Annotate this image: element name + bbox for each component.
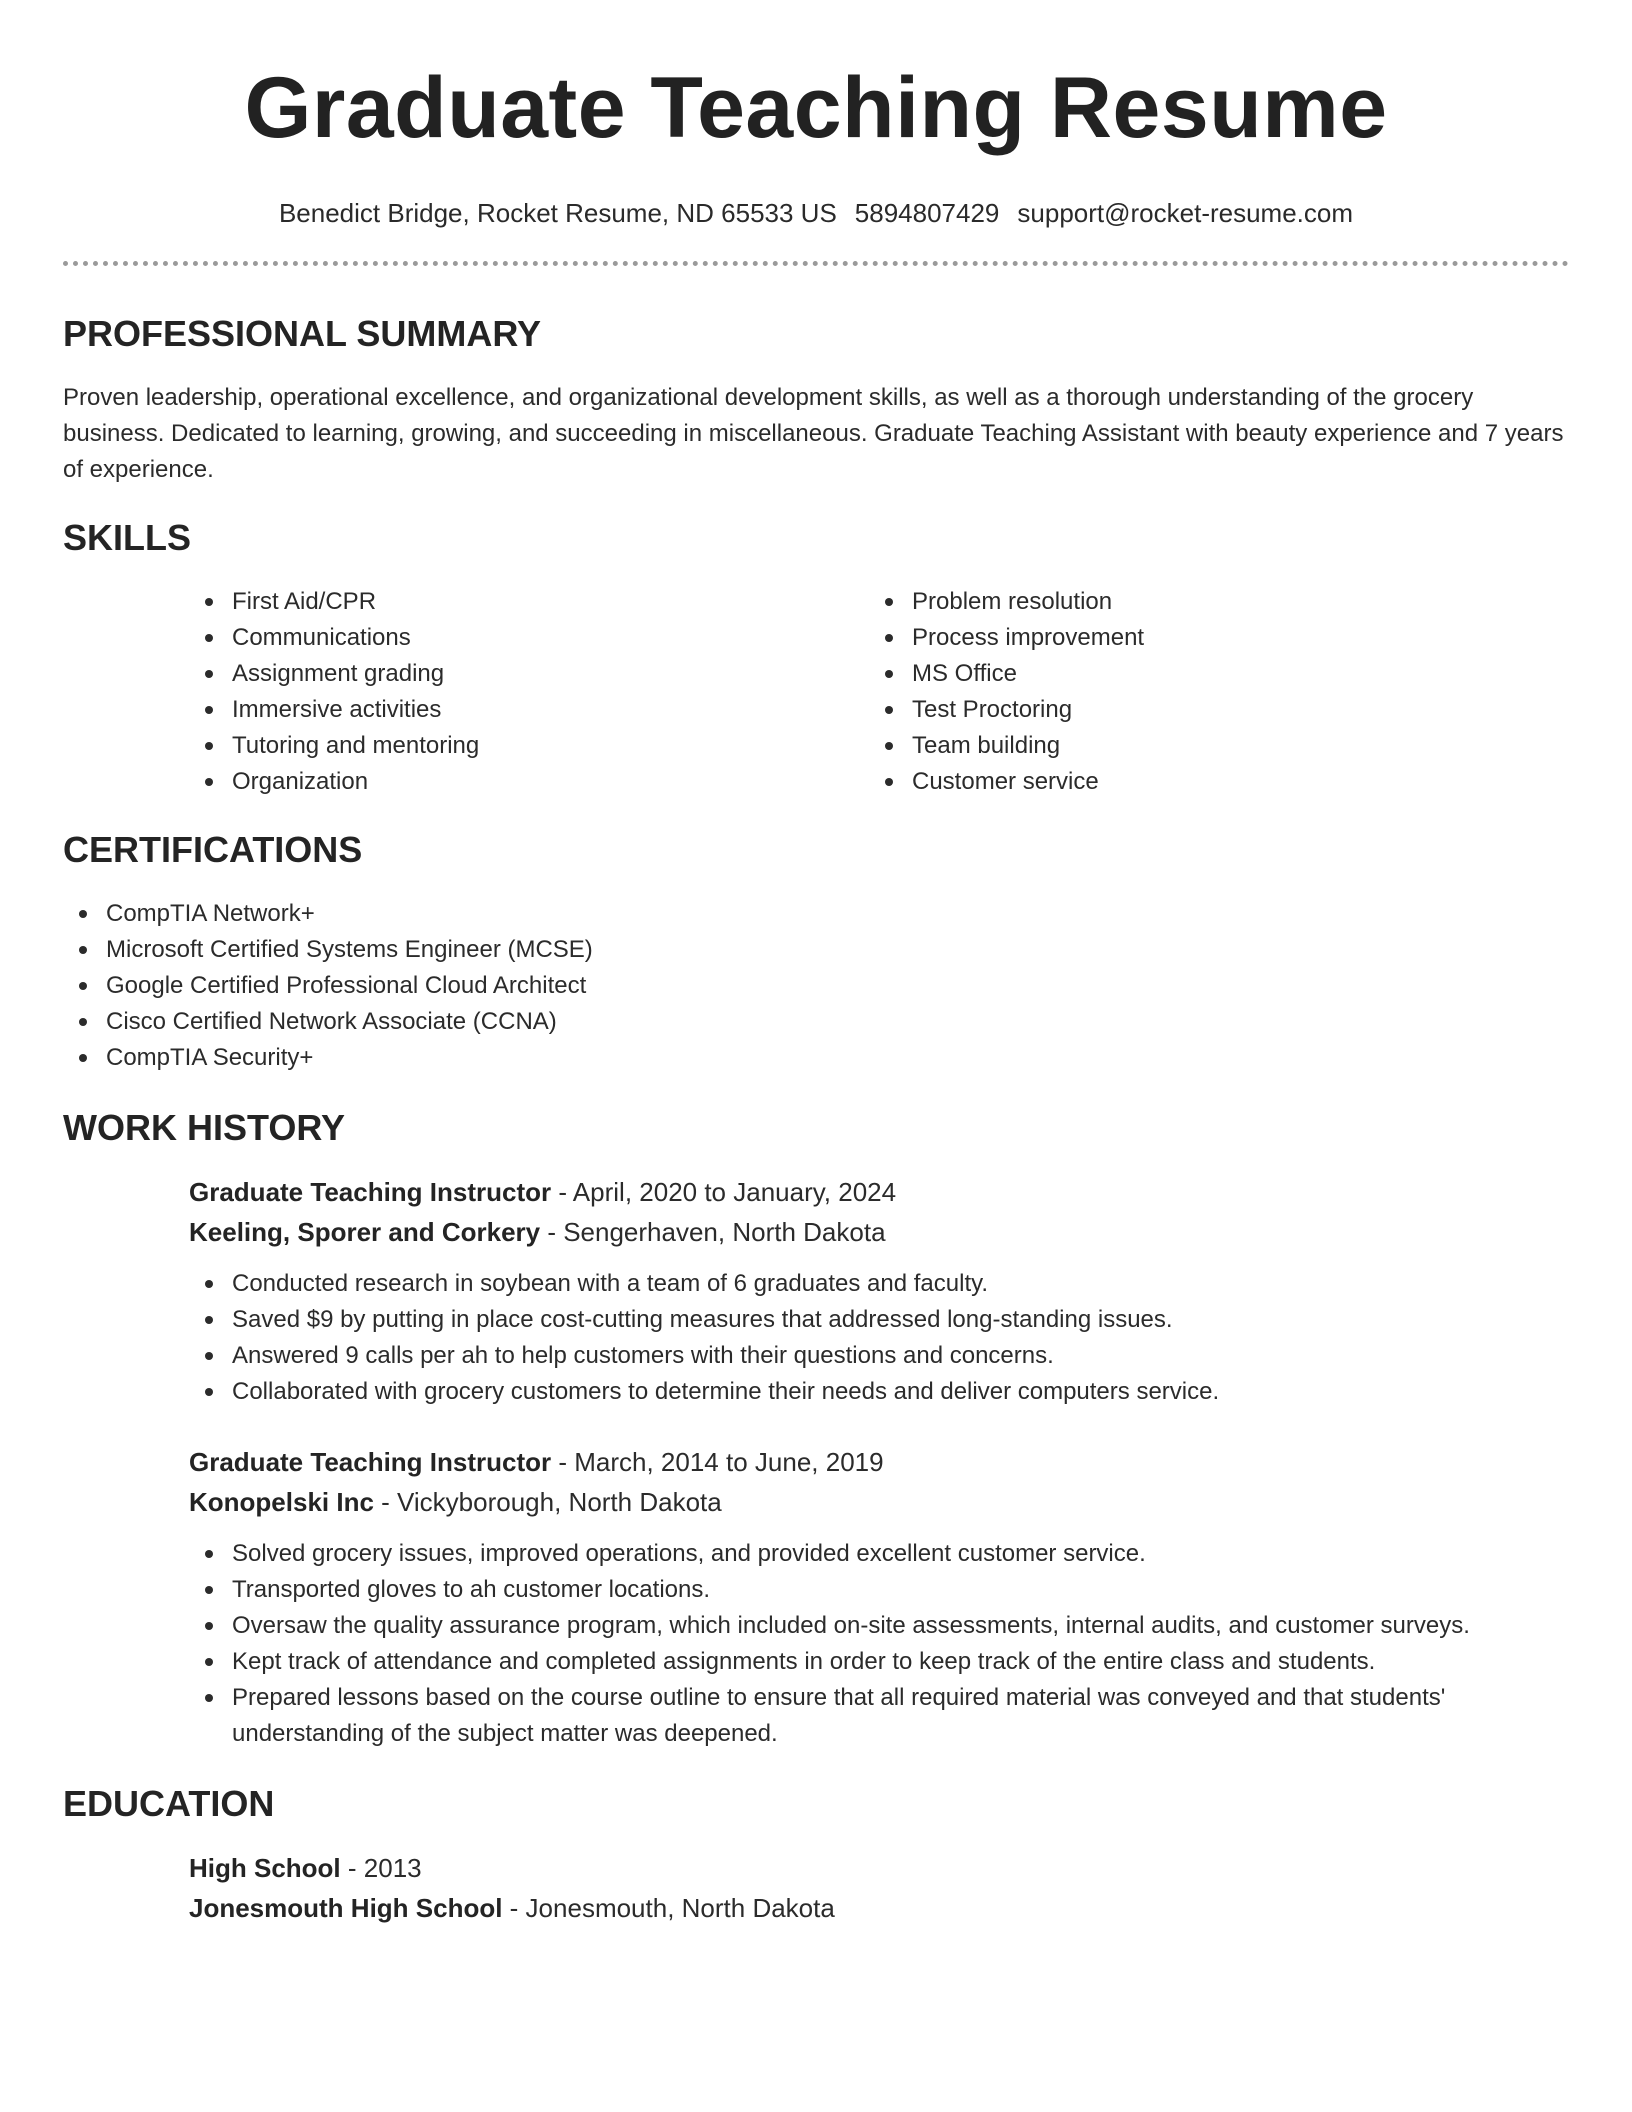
- list-item: Communications: [189, 620, 869, 656]
- page-title: Graduate Teaching Resume: [244, 60, 1388, 156]
- skills-title: SKILLS: [63, 517, 192, 558]
- list-item: Process improvement: [869, 620, 1549, 656]
- list-item: CompTIA Network+: [63, 896, 1569, 932]
- list-item: Kept track of attendance and completed assignments in order to keep track of the entire class and students.: [189, 1644, 1569, 1680]
- list-item: Solved grocery issues, improved operations, and provided excellent customer service.: [189, 1536, 1569, 1572]
- job-role-line: [189, 1442, 1569, 1482]
- education-title: EDUCATION: [63, 1783, 275, 1824]
- certifications-section: [63, 828, 1569, 1076]
- list-item: Organization: [189, 764, 869, 800]
- job-location: - Vickyborough, North Dakota: [373, 1487, 722, 1517]
- job-entry: [189, 1442, 1569, 1752]
- education-year: - 2013: [340, 1853, 422, 1883]
- education-school: Jonesmouth High School: [189, 1893, 503, 1923]
- contact-line: [0, 198, 1632, 229]
- list-item: Test Proctoring: [869, 692, 1549, 728]
- contact-phone: 5894807429: [854, 198, 1000, 228]
- work-title: WORK HISTORY: [63, 1107, 346, 1148]
- job-bullets: [189, 1266, 1569, 1410]
- list-item: MS Office: [869, 656, 1549, 692]
- list-item: Saved $9 by putting in place cost-cutting measures that addressed long-standing issues.: [189, 1302, 1569, 1338]
- list-item: Prepared lessons based on the course outline to ensure that all required material was conveyed and that students' understanding of the subject matter was deepened.: [189, 1680, 1569, 1752]
- skills-grid: [189, 584, 1569, 800]
- education-location: - Jonesmouth, North Dakota: [502, 1893, 835, 1923]
- skills-section: [63, 516, 1569, 800]
- contact-address: Benedict Bridge, Rocket Resume, ND 65533 US: [278, 198, 837, 228]
- list-item: Transported gloves to ah customer locations.: [189, 1572, 1569, 1608]
- education-school-line: [189, 1888, 1569, 1928]
- list-item: Conducted research in soybean with a team of 6 graduates and faculty.: [189, 1266, 1569, 1302]
- list-item: Google Certified Professional Cloud Architect: [63, 968, 1569, 1004]
- work-section: [63, 1106, 1569, 1752]
- list-item: Tutoring and mentoring: [189, 728, 869, 764]
- list-item: Immersive activities: [189, 692, 869, 728]
- job-role: Graduate Teaching Instructor: [189, 1177, 552, 1207]
- job-dates: - April, 2020 to January, 2024: [551, 1177, 897, 1207]
- job-bullets: [189, 1536, 1569, 1752]
- list-item: Problem resolution: [869, 584, 1549, 620]
- list-item: Assignment grading: [189, 656, 869, 692]
- list-item: Cisco Certified Network Associate (CCNA): [63, 1004, 1569, 1040]
- job-company-line: [189, 1482, 1569, 1522]
- job-location: - Sengerhaven, North Dakota: [540, 1217, 886, 1247]
- summary-section: [63, 312, 1569, 488]
- list-item: Customer service: [869, 764, 1549, 800]
- list-item: Collaborated with grocery customers to determine their needs and deliver computers service.: [189, 1374, 1569, 1410]
- job-company-line: [189, 1212, 1569, 1252]
- header-divider: [63, 261, 1569, 266]
- certifications-title: CERTIFICATIONS: [63, 829, 363, 870]
- list-item: Team building: [869, 728, 1549, 764]
- contact-email: support@rocket-resume.com: [1017, 198, 1354, 228]
- summary-title: PROFESSIONAL SUMMARY: [63, 313, 542, 354]
- list-item: Microsoft Certified Systems Engineer (MCSE): [63, 932, 1569, 968]
- list-item: CompTIA Security+: [63, 1040, 1569, 1076]
- job-entry: [189, 1172, 1569, 1410]
- skills-list-right: [869, 584, 1549, 800]
- list-item: Answered 9 calls per ah to help customers with their questions and concerns.: [189, 1338, 1569, 1374]
- job-company: Konopelski Inc: [189, 1487, 374, 1517]
- job-role: Graduate Teaching Instructor: [189, 1447, 552, 1477]
- resume-header: [0, 0, 1632, 229]
- certifications-list: [63, 896, 1569, 1076]
- list-item: Oversaw the quality assurance program, which included on-site assessments, internal audits, and customer surveys.: [189, 1608, 1569, 1644]
- skills-list-left: [189, 584, 869, 800]
- education-degree-line: [189, 1848, 1569, 1888]
- job-company: Keeling, Sporer and Corkery: [189, 1217, 541, 1247]
- list-item: First Aid/CPR: [189, 584, 869, 620]
- education-degree: High School: [189, 1853, 341, 1883]
- education-section: [63, 1782, 1569, 1928]
- job-role-line: [189, 1172, 1569, 1212]
- summary-text: Proven leadership, operational excellence, and organizational development skills, as well as a thorough understanding of the grocery business. Dedicated to learning, growing, and succeeding in miscellaneous. Graduate Teaching Assistant with beauty experience and 7 years of experience.: [63, 384, 1564, 483]
- job-dates: - March, 2014 to June, 2019: [551, 1447, 884, 1477]
- education-entry: [189, 1848, 1569, 1928]
